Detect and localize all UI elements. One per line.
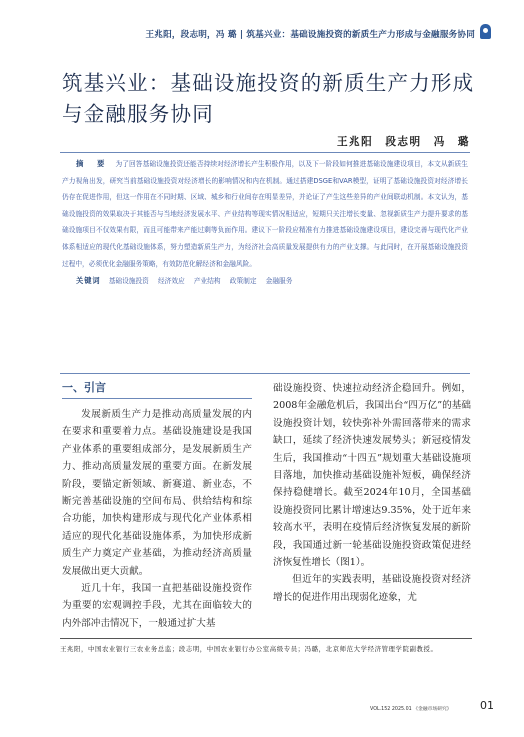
abstract-body: 为了回答基础设施投资还能否持续对经济增长产生积极作用，以及下一阶段如何推进基础设施建设项目，本文从新质生产力视角出发，研究当前基础设施投资对经济增长的影响情况和内在机制。通过搭建DSGE和VAR模型，证明了基础设施投资对经济增长仍存在促进作用，但这一作用在不同时期、区域、城乡和行业间存在明显差异，并论证了产生这些差异的产业间联动机制。本文认为，基础设施投资的效果取决于其能否与当地经济发展水平、产业结构等现实情况相适应，短期只关注增长变量、忽视新质生产力提升要求的基础设施项目不仅效果有限，而且可能带来产能过剩等负面作用。建议下一阶段应精准有力推进基础设施建设项目，建设完善与现代化产业体系相适应的现代化基础设施体系，努力塑造新质生产力，为经济社会高质量发展提供有力的产业支撑。与此同时，在开展基础设施投资过程中，必须优化金融服务策略，有效防范化解经济和金融风险。 (62, 160, 468, 268)
keywords (62, 273, 468, 289)
body-paragraph: 但近年的实践表明，基础设施投资对经济增长的促进作用出现弱化迹象，尤 (273, 574, 471, 603)
author-line: 王兆阳 段志明 冯 璐 (336, 136, 470, 148)
location-pin-icon (480, 24, 491, 39)
keyword: 金融服务 (265, 277, 293, 286)
footer-journal-info: VOL.152 2025.01 《金融市场研究》 (370, 707, 452, 712)
body-paragraph: 发展新质生产力是推动高质量发展的内在要求和重要着力点。基础设施建设是我国产业体系的重要组成部分，是发展新质生产力、推动高质量发展的重要方面。在新发展阶段，要锚定新领域、新赛道、新业态，不断完善基础设施的空间布局、供给结构和综合功能，加快构建形成与现代化产业体系相适应的现代化基础设施体系，为加快形成新质生产力奠定产业基础，为推动经济高质量发展做出更大贡献。 (62, 409, 252, 577)
footnote-divider (60, 638, 472, 639)
abstract (62, 156, 468, 272)
body-column-right (273, 380, 471, 606)
page-number: 01 (480, 699, 494, 712)
body-column-left (62, 380, 252, 632)
body-paragraph: 近几十年，我国一直把基础设施投资作为重要的宏观调控手段，尤其在面临较大的内外部冲击情况下，一般通过扩大基 (62, 583, 252, 629)
body-paragraph: 础设施投资、快速拉动经济企稳回升。例如，2008年金融危机后，我国出台“四万亿”的基础设施投资计划，较快弥补外需回落带来的需求缺口，延续了经济快速发展势头；新冠疫情发生后，我国推动“十四五”规划重大基础设施项目落地，加快推动基础设施补短板，确保经济保持稳健增长。截至2024年10月，全国基础设施投资同比累计增速达9.35%，处于近年来较高水平，表明在疫情后经济恢复发展的新阶段，我国通过新一轮基础设施投资政策促进经济恢复性增长（图1）。 (273, 383, 471, 569)
keyword: 经济效应 (157, 277, 185, 286)
abstract-label: 摘 要 (76, 159, 108, 168)
keyword: 产业结构 (193, 277, 221, 286)
keyword: 基础设施投资 (108, 277, 149, 286)
running-head: 王兆阳，段志明，冯 璐 | 筑基兴业：基础设施投资的新质生产力形成与金融服务协同 (145, 30, 475, 40)
article-title: 筑基兴业：基础设施投资的新质生产力形成与金融服务协同 (62, 71, 475, 126)
abstract-box (60, 152, 470, 374)
keywords-label: 关键词 (76, 276, 101, 286)
author-footnote: 王兆阳，中国农业银行三农业务总监；段志明，中国农业银行办公室高级专员；冯璐，北京师范大学经济管理学院副教授。 (60, 645, 438, 653)
section-heading-introduction: 一、引言 (62, 380, 252, 399)
keyword: 政策制定 (229, 277, 257, 286)
